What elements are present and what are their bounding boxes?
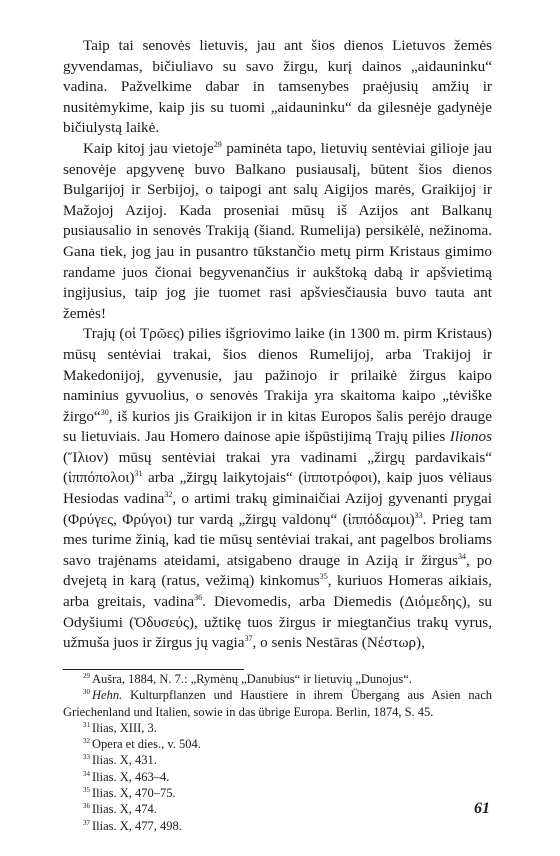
footnote-marker: 36 bbox=[194, 593, 203, 603]
footnote-marker: 33 bbox=[414, 510, 423, 520]
main-text bbox=[63, 36, 492, 654]
text-run: Trajų (οἱ Τρῶες) pilies išgriovimo laike (in 1300 m. pirm Kristaus) mūsų sentėviai trakai, šios dienos Rumelijoj, arba Trakijoj ir Makedonijoj, gyvenusie, jau pažinojo ir prilaikė žirgus kaipo naminius gyvuolius, o senovės Trakija yra skaitoma kaipo „tėviške žirgo“ bbox=[63, 325, 492, 425]
footnote bbox=[63, 752, 492, 768]
footnote-marker: 34 bbox=[458, 551, 467, 561]
text-run: , iš kurios jis Graikijon ir in kitas Europos šalis perėjo drauge su lietuviais. Jau Homero dainose apie išpūstijimą Trajų pilies bbox=[63, 407, 492, 446]
page-number: 61 bbox=[474, 800, 490, 817]
footnote bbox=[63, 687, 492, 720]
footnote bbox=[63, 785, 492, 801]
text-run: Ilias. X, 474. bbox=[92, 802, 157, 817]
text-run: Ilias. X, 470–75. bbox=[92, 786, 176, 801]
footnote-number: 36 bbox=[83, 802, 90, 811]
footnote-number: 29 bbox=[83, 672, 90, 680]
text-run: (Ἴλιον) mūsų sentėviai trakai yra vadinami „žirgų pardavikais“ (ἱππόπολοι) bbox=[63, 448, 492, 487]
text-run: . Dievomedis, arba Diemedis (Διόμεδης), su Odyšiumi (Ὀδυσεύς), užtikę tuos žirgus ir miegtančius trakų vyrus, užmuša juos ir žirgus jų vagia bbox=[63, 593, 492, 652]
footnote-number: 33 bbox=[83, 753, 90, 762]
footnotes bbox=[63, 671, 492, 834]
footnote-marker: 32 bbox=[164, 490, 173, 500]
footnote-separator bbox=[63, 669, 244, 670]
text-run: Ilias, XIII, 3. bbox=[92, 720, 157, 735]
text-run: Aušra, 1884, N. 7.: „Rymėnų „Danubius“ ir lietuvių „Dunojus“. bbox=[92, 672, 412, 686]
footnote bbox=[63, 769, 492, 785]
footnote bbox=[63, 671, 492, 687]
footnote-marker: 30 bbox=[100, 407, 109, 417]
footnote-number: 35 bbox=[83, 786, 90, 795]
text-run: , o artimi trakų giminaičiai Azijoj gyvenanti prygai (Φρύγες, Φρύγοι) tur vardą „žirgų valdonų“ (ἱππόδαμοι) bbox=[63, 490, 492, 528]
paragraph bbox=[63, 324, 492, 654]
footnote-number: 32 bbox=[83, 737, 90, 746]
text-run: paminėta tapo, lietuvių sentėviai gilioje jau senovėje apgyvenę buvo Balkano pusiausalį, būtent šios dienos Bulgarijoj ir Serbijoj, o taipogi ant salų Aigijos marės, Graikijoj ir Mažojoj Azijoj. Kada proseniai mūsų iš Azijos ant Balkanų pusiausalio in senovės Trakiją (šiand. Rumelija) persikėlė, nežinoma. Gana tiek, jog jau in pusantro tūkstančio metų pirm Kristaus gimimo randame juos čionai begyvenančius ir aukštoką dabą ir apšvietimą ingijusius, taip jog jie tuomet rasi apšviesčiausia buvo tauta ant žemės! bbox=[63, 139, 492, 322]
footnote-marker: 31 bbox=[134, 469, 143, 479]
footnote-number: 37 bbox=[83, 818, 90, 827]
text-run: Taip tai senovės lietuvis, jau ant šios dienos Lietuvos žemės gyvendamas, bičiuliavo su savo žirgu, kurį dainos „aidauninku“ vadina. Pažvelkime dabar in tamsenybes praėjusių amžių ir nusitėmykime, kaip jis su tuomi „aidauninku“ da gilesnėje gadynėje bičiulystą laikė. bbox=[63, 37, 492, 137]
text-run: Kaip kitoj jau vietoje bbox=[83, 139, 214, 157]
footnote bbox=[63, 720, 492, 736]
footnote-number: 31 bbox=[83, 720, 90, 729]
footnote bbox=[63, 801, 492, 817]
footnote bbox=[63, 736, 492, 752]
italic-text: Hehn. bbox=[92, 688, 123, 703]
text-run: Ilias. X, 431. bbox=[92, 753, 157, 768]
footnote bbox=[63, 818, 492, 834]
paragraph bbox=[63, 139, 492, 324]
italic-text: Ilionos bbox=[449, 428, 492, 446]
footnote-marker: 29 bbox=[213, 139, 222, 149]
footnote-marker: 35 bbox=[319, 572, 328, 582]
text-run: Kulturpflanzen und Haustiere in ihrem Übergang aus Asien nach Griechenland und Italien, sowie in das übrige Europa. Berlin, 1874, S. 45. bbox=[63, 688, 492, 719]
text-run: Opera et dies., v. 504. bbox=[92, 737, 201, 752]
paragraph bbox=[63, 36, 492, 139]
text-run: . Prieg tam mes turime žinią, kad tie mūsų sentėviai trakai, ant pagelbos broliams savo trajėnams ateidami, atsigabeno drauge in Aziją ir žirgus bbox=[63, 510, 492, 569]
text-run: , o senis Nestāras (Νέστωρ), bbox=[252, 634, 425, 652]
text-run: arba „žirgų laikytojais“ (ἱπποτρόφοι), kaip juos vėliaus Hesiodas vadina bbox=[63, 469, 492, 508]
footnote-number: 34 bbox=[83, 769, 90, 778]
text-run: , po dvejetą in karą (ratus, vežimą) kinkomus bbox=[63, 551, 492, 590]
text-run: Ilias. X, 463–4. bbox=[92, 769, 170, 784]
text-run: , kuriuos Homeras aikiais, arba greitais, vadina bbox=[63, 572, 492, 611]
footnote-number: 30 bbox=[83, 688, 90, 697]
text-run: Ilias. X, 477, 498. bbox=[92, 818, 182, 833]
footnote-marker: 37 bbox=[244, 634, 253, 644]
